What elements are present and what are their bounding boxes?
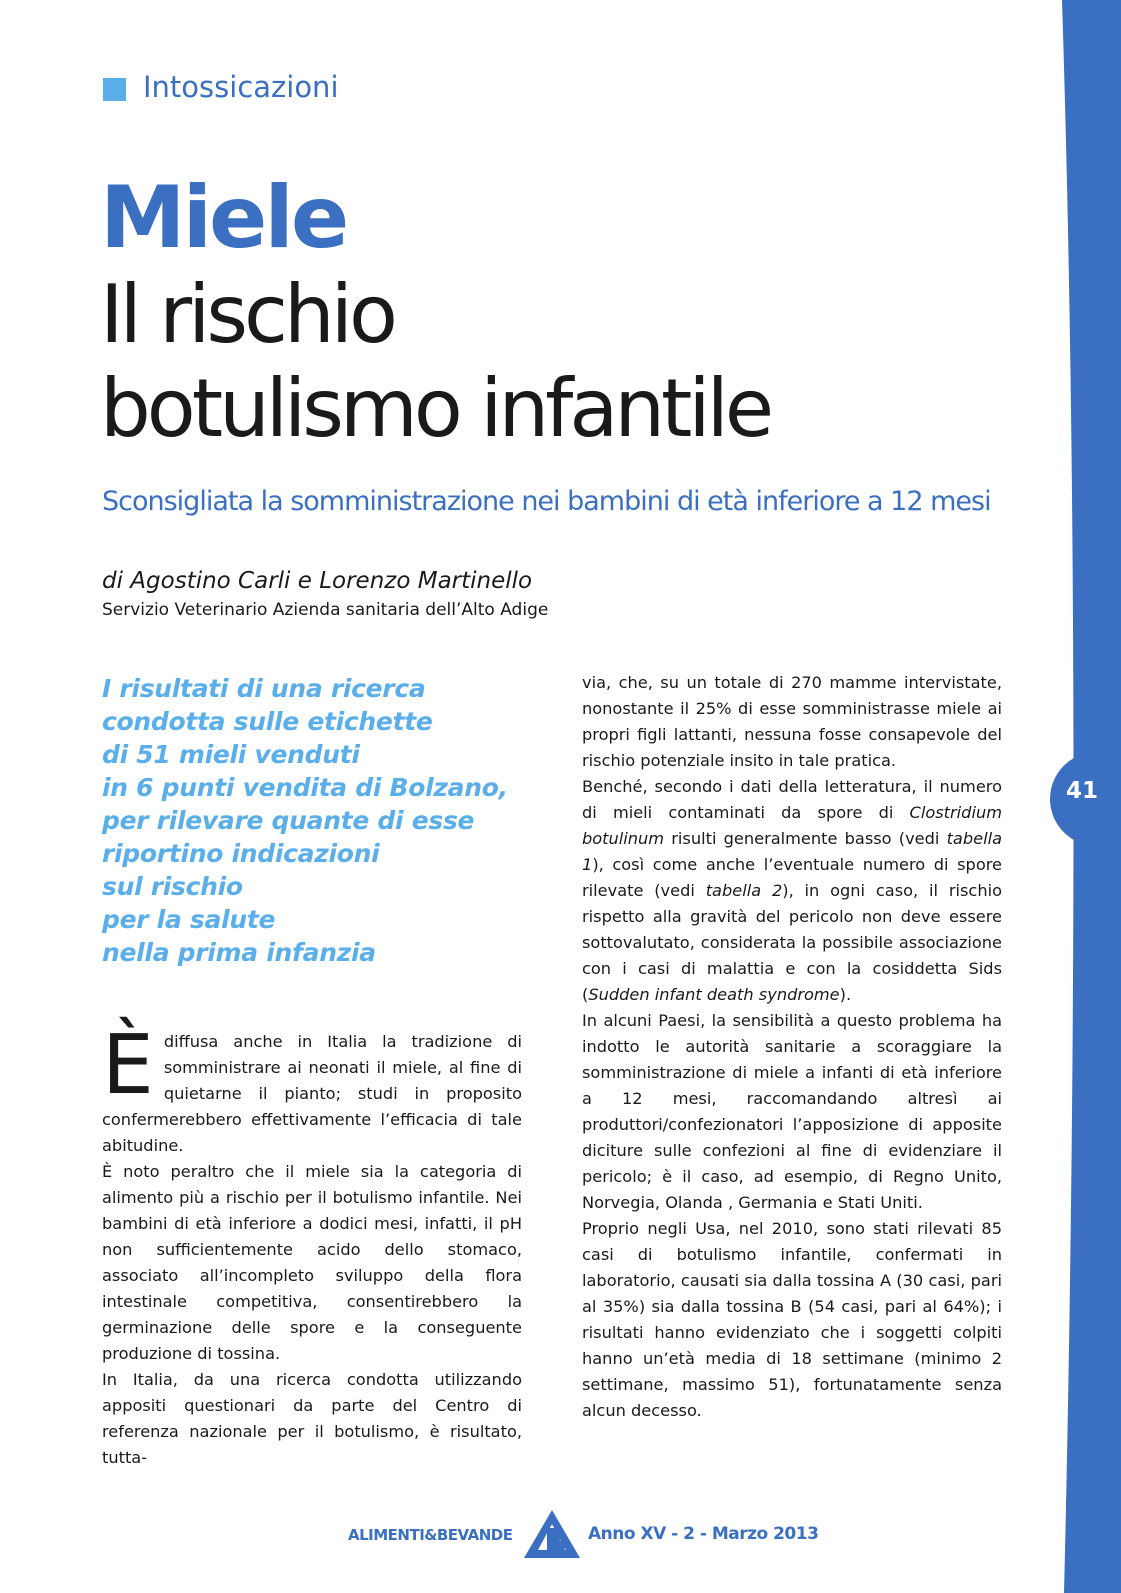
lead-line: riportino indicazioni (102, 839, 380, 868)
table-reference: tabella 1 (582, 829, 1002, 874)
article-title-line-2: botulismo infantile (100, 362, 771, 455)
drop-cap: È (102, 1018, 154, 1113)
body-column-right (582, 670, 1002, 1424)
journal-name: ALIMENTI&BEVANDE (348, 1526, 513, 1544)
lead-line: in 6 punti vendita di Bolzano, (102, 773, 508, 802)
article-subtitle: Sconsigliata la somministrazione nei bambini di età inferiore a 12 mesi (102, 486, 991, 517)
article-title-line-1: Il rischio (100, 268, 394, 361)
lead-line: nella prima infanzia (102, 938, 376, 967)
body-text: ), così come anche l’eventuale numero di spore rilevate (vedi (582, 855, 1002, 900)
affiliation: Servizio Veterinario Azienda sanitaria dell’Alto Adige (102, 600, 549, 620)
body-paragraph: È noto peraltro che il miele sia la categoria di alimento più a rischio per il botulismo infantile. Nei bambini di età inferiore a dodici mesi, infatti, il pH non sufficientemente acido dello stomaco, associato all’incompleto sviluppo della flora intestinale competitiva, consentirebbero la germinazione delle spore e la conseguente produzione di tossina. (102, 1162, 522, 1363)
lead-line: condotta sulle etichette (102, 707, 433, 736)
lead-line: per rilevare quante di esse (102, 806, 475, 835)
body-text: ). (839, 985, 852, 1004)
section-label: Intossicazioni (143, 70, 339, 104)
body-paragraph: In Italia, da una ricerca condotta utilizzando appositi questionari da parte del Centro di referenza nazionale per il botulismo, è risultato, tutta- (102, 1370, 522, 1467)
page-number: 41 (1066, 778, 1099, 804)
lead-line: per la salute (102, 905, 276, 934)
section-marker-icon (103, 78, 126, 101)
table-reference: tabella 2 (705, 881, 783, 900)
authors: di Agostino Carli e Lorenzo Martinello (102, 568, 533, 594)
species-name: Clostridium botulinum (582, 803, 1002, 848)
body-paragraph: In alcuni Paesi, la sensibilità a questo problema ha indotto le autorità sanitarie a scoraggiare la somministrazione di miele a infanti di età inferiore a 12 mesi, raccomandando altresì ai produttori/confezionatori l’apposizione di apposite diciture sulle confezioni al fine di evidenziare il pericolo; è il caso, ad esempio, di Regno Unito, Norvegia, Olanda , Germania e Stati Uniti. (582, 1011, 1002, 1212)
triangle-b-logo-icon (522, 1508, 582, 1560)
lead-line: I risultati di una ricerca (102, 674, 426, 703)
body-paragraph: via, che, su un totale di 270 mamme intervistate, nonostante il 25% di esse somministrasse miele ai propri figli lattanti, nessuna fosse consapevole del rischio potenziale insito in tale pratica. (582, 673, 1002, 770)
body-text: ), in ogni caso, il rischio rispetto alla gravità del pericolo non deve essere sottovalutato, considerata la possibile associazione con i casi di malattia e con la cosiddetta Sids ( (582, 881, 1002, 1004)
syndrome-name: Sudden infant death syndrome (588, 985, 840, 1004)
body-paragraph (582, 774, 1002, 1008)
body-text: Benché, secondo i dati della letteratura, il numero di mieli contaminati da spore di (582, 777, 1002, 822)
lead-line: di 51 mieli venduti (102, 740, 360, 769)
body-paragraph (102, 1018, 522, 1159)
body-text: risulti generalmente basso (vedi (664, 829, 947, 848)
lead-paragraph (102, 672, 542, 969)
body-text: diffusa anche in Italia la tradizione di somministrare ai neonati il miele, al fine di quietarne il pianto; studi in proposito confermerebbero effettivamente l’efficacia di tale abitudine. (102, 1032, 522, 1155)
article-title: Miele (100, 168, 347, 268)
issue-info: Anno XV - 2 - Marzo 2013 (588, 1524, 819, 1544)
body-column-left (102, 1018, 522, 1471)
lead-line: sul rischio (102, 872, 243, 901)
body-paragraph: Proprio negli Usa, nel 2010, sono stati rilevati 85 casi di botulismo infantile, confermati in laboratorio, causati sia dalla tossina A (30 casi, pari al 35%) sia dalla tossina B (54 casi, pari al 64%); i risultati hanno evidenziato che i soggetti colpiti hanno un’età media di 18 settimane (minimo 2 settimane, massimo 51), fortunatamente senza alcun decesso. (582, 1219, 1002, 1420)
